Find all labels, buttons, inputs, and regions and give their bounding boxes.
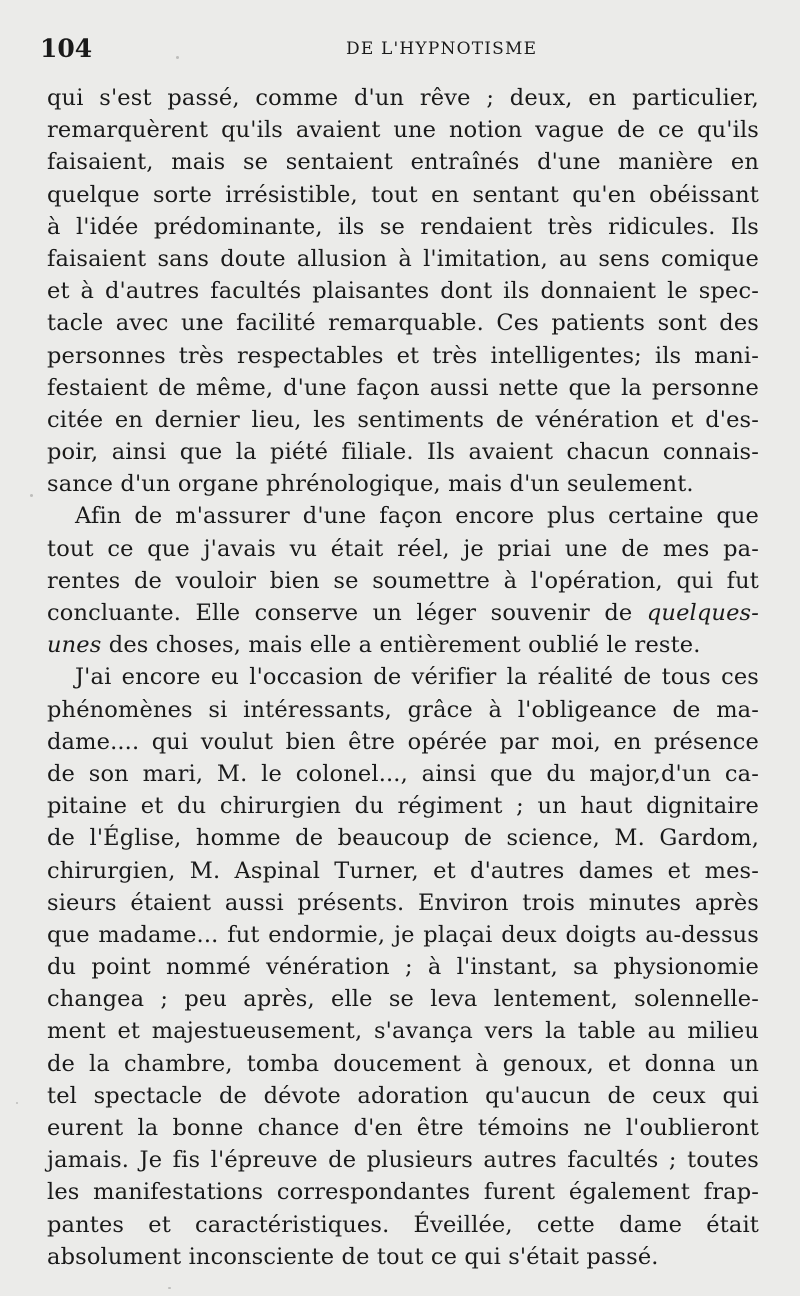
page-header: [40, 34, 760, 68]
text-line: du point nommé vénération ; à l'instant, sa physionomie: [47, 954, 759, 981]
text-line: dame.... qui voulut bien être opérée par moi, en présence: [47, 728, 759, 755]
text-line-mixed: [47, 629, 759, 661]
text-line: sieurs étaient aussi présents. Environ trois minutes après: [47, 889, 759, 916]
scan-speck: [16, 1102, 18, 1104]
text-line: Afin de m'assurer d'une façon encore plus certaine que: [75, 503, 759, 530]
text-line: les manifestations correspondantes furent également frap-: [47, 1179, 759, 1206]
text-line: à l'idée prédominante, ils se rendaient très ridicules. Ils: [47, 213, 759, 240]
text-segment: concluante. Elle conserve un léger souvenir de: [47, 600, 633, 626]
text-line: de son mari, M. le colonel..., ainsi que du major,d'un ca-: [47, 760, 759, 787]
text-line: citée en dernier lieu, les sentiments de vénération et d'es-: [47, 406, 759, 433]
page-number: 104: [40, 34, 93, 63]
text-line: ment et majestueusement, s'avança vers la table au milieu: [47, 1018, 759, 1045]
text-line: poir, ainsi que la piété filiale. Ils avaient chacun connais-: [47, 439, 759, 466]
text-line: sance d'un organe phrénologique, mais d'un seulement.: [47, 471, 694, 498]
text-line: festaient de même, d'une façon aussi nette que la personne: [47, 374, 759, 401]
text-line: personnes très respectables et très intelligentes; ils mani-: [47, 342, 759, 369]
text-line: chirurgien, M. Aspinal Turner, et d'autres dames et mes-: [47, 857, 759, 884]
scan-speck: [168, 1287, 171, 1289]
text-line: phénomènes si intéressants, grâce à l'obligeance de ma-: [47, 696, 759, 723]
text-line: rentes de vouloir bien se soumettre à l'opération, qui fut: [47, 567, 759, 594]
text-line: quelque sorte irrésistible, tout en sentant qu'en obéissant: [47, 181, 759, 208]
text-line: J'ai encore eu l'occasion de vérifier la réalité de tous ces: [75, 664, 759, 691]
text-line: que madame... fut endormie, je plaçai deux doigts au-dessus: [47, 921, 759, 948]
running-head: DE L'HYPNOTISME: [346, 39, 538, 59]
text-line: pitaine et du chirurgien du régiment ; un haut dignitaire: [47, 793, 759, 820]
text-line: de la chambre, tomba doucement à genoux, et donna un: [47, 1050, 759, 1077]
text-line-mixed: [47, 597, 759, 629]
text-line: faisaient sans doute allusion à l'imitation, au sens comique: [47, 245, 759, 272]
text-line: tout ce que j'avais vu était réel, je priai une de mes pa-: [47, 535, 759, 562]
text-line: pantes et caractéristiques. Éveillée, cette dame était: [47, 1211, 759, 1238]
scan-speck: [176, 56, 179, 59]
text-line: qui s'est passé, comme d'un rêve ; deux, en particulier,: [47, 85, 759, 111]
italic-segment: unes: [47, 632, 102, 659]
text-line: jamais. Je fis l'épreuve de plusieurs autres facultés ; toutes: [47, 1147, 759, 1174]
text-line: changea ; peu après, elle se leva lentement, solennelle-: [47, 986, 759, 1013]
text-segment: des choses, mais elle a entièrement oublié le reste.: [108, 632, 701, 659]
text-line: faisaient, mais se sentaient entraînés d'une manière en: [47, 149, 759, 176]
scan-speck: [30, 494, 33, 497]
text-line: tacle avec une facilité remarquable. Ces patients sont des: [47, 310, 759, 337]
text-line: et à d'autres facultés plaisantes dont ils donnaient le spec-: [47, 278, 759, 305]
text-line: absolument inconsciente de tout ce qui s'était passé.: [47, 1243, 659, 1270]
body-text: [47, 82, 759, 1273]
text-line: remarquèrent qu'ils avaient une notion vague de ce qu'ils: [47, 117, 759, 144]
text-line: eurent la bonne chance d'en être témoins ne l'oublieront: [47, 1115, 759, 1141]
italic-segment: quelques-: [646, 600, 759, 626]
text-line: de l'Église, homme de beaucoup de science, M. Gardom,: [47, 825, 759, 852]
text-line: tel spectacle de dévote adoration qu'aucun de ceux qui: [47, 1082, 759, 1109]
